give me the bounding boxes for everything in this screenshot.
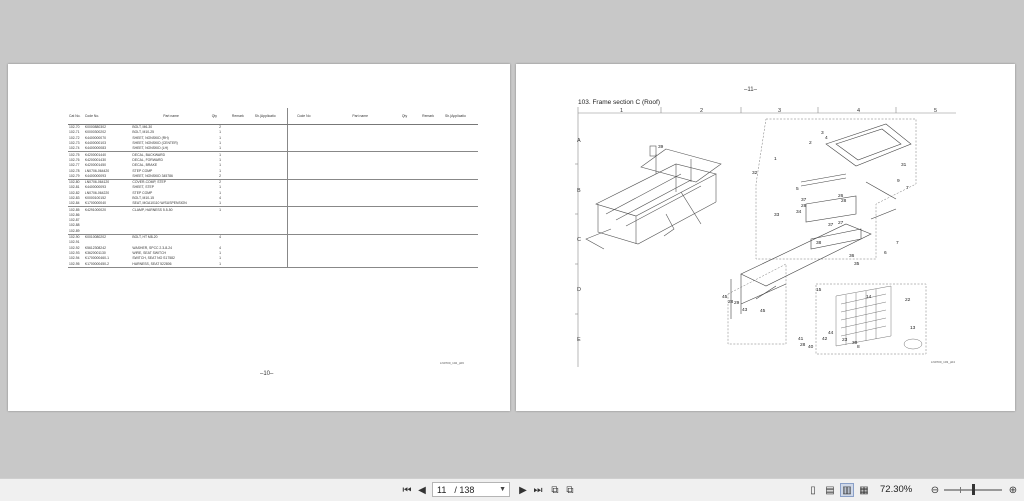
cat-no-cell: 102-75: [69, 152, 80, 157]
header-code-no: Code No.: [84, 108, 132, 125]
application-cell: [254, 261, 288, 267]
exploded-parts-diagram: [516, 64, 1015, 411]
callout-28b: 28: [841, 199, 847, 204]
part-name-cell: SEAT, MGA10110 W/SUSPENSION: [131, 201, 210, 207]
callout-28c: 28: [728, 300, 734, 305]
code-no-cell: K3620001130: [84, 250, 106, 255]
callout-42: 42: [822, 337, 828, 342]
parts-table: [68, 108, 478, 268]
header-application-2: Sh.(Applicatio: [444, 108, 478, 125]
callout-31: 31: [901, 163, 907, 168]
zoom-level[interactable]: 72.30%: [880, 484, 913, 495]
callout-labels: [658, 130, 916, 350]
cat-no-cell: 102-87: [69, 218, 80, 223]
header-application: Sh.(Applicatio: [254, 108, 288, 125]
callout-3: 3: [821, 131, 824, 136]
remark-cell: [222, 261, 254, 267]
current-page: 11: [437, 484, 447, 495]
qty-cell: 1: [219, 190, 221, 195]
cat-no-cell: 102-80: [69, 180, 80, 185]
cat-no-cell: 102-83: [69, 196, 80, 200]
callout-39: 39: [658, 145, 664, 150]
part-name-cell: WIRE, SEAT SWITCH: [132, 250, 166, 255]
part-name-cell: BOLT, M10-25: [132, 130, 155, 135]
page-number-top: –11–: [744, 87, 757, 93]
prev-page-icon[interactable]: ◀: [418, 484, 426, 496]
code-no-cell: K4400000070: [84, 135, 106, 140]
part-name-cell: DECAL, BRAKE: [132, 163, 158, 168]
code-no-cell: K0010080202: [84, 235, 106, 240]
code-no-cell: K4400000093: [84, 185, 106, 190]
code-no-cell: LN0706-064120: [84, 180, 110, 185]
right-pdf-page: [516, 64, 1015, 411]
grille-drawing: [836, 286, 922, 349]
cat-no-cell: 102-88: [69, 223, 80, 228]
code-no-cell: K1700000040: [84, 201, 132, 207]
header-remark: Remark: [222, 108, 254, 125]
qty-cell: 2: [219, 180, 221, 185]
remark-cell-2: [412, 261, 444, 267]
cat-no-cell: 102-86: [69, 212, 80, 217]
page-number-input[interactable]: [432, 482, 510, 497]
table-row: [68, 261, 478, 267]
grid-row-label-E: E: [577, 337, 581, 343]
zoom-in-icon[interactable]: ⊕: [1008, 484, 1018, 496]
cat-no-cell: 102-81: [69, 185, 80, 190]
callout-34: 34: [796, 210, 802, 215]
qty-cell: 1: [219, 185, 221, 190]
single-page-view-icon[interactable]: ▯: [810, 484, 816, 496]
qty-cell: 1: [211, 146, 222, 152]
application-cell-2: [444, 261, 478, 267]
next-page-icon[interactable]: ▶: [519, 484, 527, 496]
part-name-cell: SWITCH, SEAT NO S17582: [132, 256, 175, 261]
callout-40: 40: [808, 345, 814, 350]
qty-cell: 1: [219, 256, 221, 261]
callout-36: 36: [849, 254, 855, 259]
zoom-out-icon[interactable]: ⊖: [930, 484, 940, 496]
code-no-cell: K0000880302: [84, 125, 106, 130]
header-qty: Qty: [211, 108, 222, 125]
part-name-cell: BOLT, M6-30: [132, 125, 153, 130]
two-page-continuous-icon[interactable]: ▦: [859, 484, 869, 496]
qty-cell: 1: [219, 135, 221, 140]
callout-1: 1: [774, 157, 777, 162]
cat-no-cell: 102-91: [69, 240, 80, 245]
header-qty-2: Qty: [401, 108, 412, 125]
cat-no-cell: 102-78: [69, 168, 80, 173]
cat-no-cell: 102-95: [68, 261, 84, 267]
qty-cell: 1: [211, 201, 222, 207]
part-name-cell: SHEET, NONSKID 345786: [131, 174, 210, 180]
header-cat-no: Cat No.: [68, 108, 84, 125]
callout-7b: 7: [896, 241, 899, 246]
cat-no-cell: 102-89: [68, 229, 84, 235]
zoom-slider-tick: [960, 487, 961, 493]
part-name-cell: SHEET, NONSKID (LH): [131, 146, 210, 152]
callout-13: 13: [910, 326, 916, 331]
part-name-cell: STEP COMP: [132, 168, 153, 173]
code-no-cell: K4400000083: [84, 146, 132, 152]
grid-column-label-3: 3: [778, 108, 782, 114]
code-no-cell: K1700000460-1: [84, 256, 109, 261]
callout-43: 43: [742, 308, 748, 313]
code-no-cell: K4200001440: [84, 152, 106, 157]
qty-cell: 1: [219, 168, 221, 173]
part-name-cell: STEP COMP: [132, 190, 153, 195]
callout-37b: 37: [828, 223, 834, 228]
cat-no-cell: 102-70: [69, 125, 80, 130]
table-header-row: [68, 108, 478, 125]
part-name-cell: DECAL, BACKWARD: [132, 152, 166, 157]
callout-23: 23: [842, 338, 848, 343]
grid-row-label-A: A: [577, 138, 581, 144]
cat-no-cell: 102-73: [69, 141, 80, 146]
code-no-cell: K5612308242: [84, 245, 106, 250]
part-name-cell: BOLT, HT M8-20: [132, 235, 158, 240]
header-remark-2: Remark: [412, 108, 444, 125]
cat-no-cell: 102-77: [69, 163, 80, 168]
qty-cell: 1: [219, 157, 221, 162]
grid-row-label-B: B: [577, 188, 581, 194]
part-name-cell: BOLT, M10-15: [132, 196, 155, 200]
callout-29: 29: [734, 301, 740, 306]
go-back-icon[interactable]: ⧉: [551, 484, 559, 496]
callout-5: 5: [796, 187, 799, 192]
qty-cell: 4: [219, 245, 221, 250]
qty-cell-2: [401, 261, 412, 267]
callout-33: 33: [774, 213, 780, 218]
page-id-label: LN0700_102_p06: [440, 361, 464, 365]
callout-35: 35: [854, 262, 860, 267]
cat-no-cell: 102-92: [69, 245, 80, 250]
two-page-view-icon[interactable]: ▥: [840, 483, 854, 497]
part-name-cell: HARNESS, SEAT 522806: [131, 261, 210, 267]
code-no-cell: K1700000450-2: [84, 261, 132, 267]
last-page-icon[interactable]: ⏭: [533, 484, 543, 496]
part-name-cell-2: [319, 261, 401, 267]
qty-cell: 1: [219, 207, 221, 212]
page-number: –10–: [260, 371, 274, 377]
cat-no-cell: 102-84: [68, 201, 84, 207]
cat-no-cell: 102-79: [68, 174, 84, 180]
callout-45: 45: [722, 295, 728, 300]
cat-no-cell: 102-71: [69, 130, 80, 135]
qty-cell: 1: [219, 152, 221, 157]
callout-7: 7: [906, 186, 909, 191]
grid-row-label-C: C: [577, 237, 581, 243]
callout-27: 27: [838, 221, 844, 226]
code-no-cell: K0000100152: [84, 196, 106, 200]
callout-41: 41: [798, 337, 804, 342]
chevron-down-icon[interactable]: ▼: [499, 486, 506, 493]
part-name-cell: CLAMP, HARNESS 5.5-50: [132, 207, 173, 212]
grid-row-label-D: D: [577, 287, 581, 293]
callout-9: 9: [897, 179, 900, 184]
code-no-cell: LN0706-064220: [84, 190, 110, 195]
grid-column-label-1: 1: [620, 108, 624, 114]
cat-no-cell: 102-72: [69, 135, 80, 140]
code-no-cell: K0000300202: [84, 130, 106, 135]
cat-no-cell: 102-76: [69, 157, 80, 162]
total-pages: / 138: [454, 484, 475, 495]
callout-38: 38: [816, 241, 822, 246]
qty-cell: 2: [219, 125, 221, 130]
callout-28: 28: [801, 204, 807, 209]
cat-no-cell: 102-94: [69, 256, 80, 261]
cat-no-cell: 102-82: [69, 190, 80, 195]
pdf-viewer-toolbar: [0, 478, 1024, 501]
callout-8: 8: [857, 345, 860, 350]
cat-no-cell: 102-90: [69, 235, 80, 240]
callout-30: 30: [852, 341, 858, 346]
callout-28d: 28: [800, 343, 806, 348]
qty-cell: 1: [211, 261, 222, 267]
header-part-name: Part name: [131, 108, 210, 125]
callout-4: 4: [825, 136, 828, 141]
callout-15: 15: [816, 288, 822, 293]
cat-no-cell: 102-93: [69, 250, 80, 255]
frame-assembly-drawing: [586, 146, 721, 249]
qty-cell: 2: [211, 174, 222, 180]
grid-column-label-2: 2: [700, 108, 704, 114]
qty-cell: 1: [219, 130, 221, 135]
part-name-cell: SHEET, NONSKID (CENTER): [132, 141, 178, 146]
cat-no-cell: 102-85: [69, 207, 80, 212]
continuous-view-icon[interactable]: ▤: [825, 484, 835, 496]
callout-44: 44: [828, 331, 834, 336]
part-name-cell: SHEET, STEP: [132, 185, 155, 190]
qty-cell: 4: [219, 196, 221, 200]
code-no-cell: K4291000020: [84, 207, 106, 212]
page-id-label-right: LN0700_103_p04: [931, 360, 955, 364]
code-no-cell: K4200001430: [84, 157, 106, 162]
qty-cell: 1: [219, 141, 221, 146]
callout-26: 26: [838, 194, 844, 199]
header-code-no-2: Code No: [288, 108, 320, 125]
part-name-cell: COVER-COMP, STEP: [132, 180, 167, 185]
callout-2: 2: [809, 141, 812, 146]
qty-cell: 4: [219, 235, 221, 240]
code-no-cell: LN0706-064420: [84, 168, 110, 173]
first-page-icon[interactable]: ⏮: [402, 484, 412, 496]
diagram-title: 103. Frame section C (Roof): [578, 99, 661, 106]
code-no-cell: K4400000093: [84, 174, 132, 180]
callout-22: 22: [905, 298, 911, 303]
left-pdf-page: [8, 64, 510, 411]
callout-32: 32: [752, 171, 758, 176]
part-name-cell: WASHER, SPCC 2.3-8-24: [132, 245, 173, 250]
zoom-slider-thumb[interactable]: [972, 484, 975, 495]
code-no-cell-2: [288, 261, 320, 267]
go-forward-icon[interactable]: ⧉: [566, 484, 574, 496]
cat-no-cell: 102-74: [68, 146, 84, 152]
grid-column-label-4: 4: [857, 108, 861, 114]
part-name-cell: DECAL, FORWARD: [132, 157, 163, 162]
qty-cell: 1: [219, 163, 221, 168]
code-no-cell: K4400000103: [84, 141, 106, 146]
qty-cell: 1: [219, 250, 221, 255]
callout-37: 37: [801, 198, 807, 203]
part-name-cell: SHEET, NONSKID (RH): [132, 135, 169, 140]
code-no-cell: K4200001450: [84, 163, 106, 168]
grid-column-label-5: 5: [934, 108, 938, 114]
callout-45b: 45: [760, 309, 766, 314]
callout-6: 6: [884, 251, 887, 256]
callout-14: 14: [866, 295, 872, 300]
header-part-name-2: Part name: [319, 108, 401, 125]
